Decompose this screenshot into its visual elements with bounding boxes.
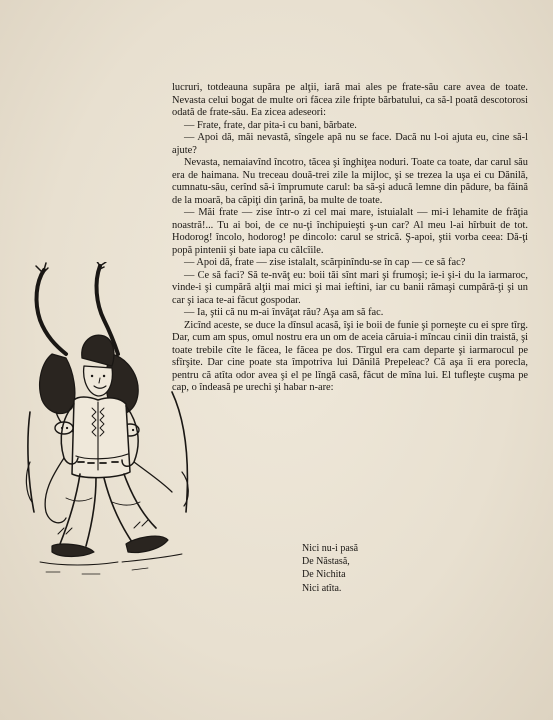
paragraph: — Apoi dă, măi nevastă, sîngele apă nu se face. Dacă nu l-oi ajuta eu, cine să-l ajute?: [172, 132, 528, 156]
left-foot: [52, 544, 94, 557]
rope: [45, 458, 66, 523]
paragraph: — Apoi dă, frate — zise istalalt, scărpinîndu-se în cap — ce să fac?: [184, 257, 466, 268]
paragraph: — Măi frate — zise într-o zi cel mai mare, istuialalt — mi-i lehamite de frăţia noastră!... Tu ai boi, de ce nu-ţi închipuieşti ş-un car? Al meu l-ai hîrbuit de tot. Hodorog! încolo, hodorog! pe dincolo: carul se strică. Ş-apoi, ştii vorba ceea: Dă-ţi popă pintenii şi bate iapa cu călcîile.: [172, 207, 528, 256]
verse-line: Nici atîta.: [302, 582, 342, 594]
peasant-cap: [82, 335, 114, 366]
ox-head-left: [40, 354, 75, 414]
verse-line: De Nichita: [302, 569, 346, 581]
paragraph: — Frate, frate, dar pita-i cu bani, bărbate.: [184, 119, 357, 131]
right-foot: [126, 536, 168, 552]
paragraph: Zicînd aceste, se duce la dînsul acasă, îşi ie boii de funie şi porneşte cu ei spre tîrg. Dar, cum am spus, omul nostru era un om de aceia căruia-i mîncau cinii din traistă, şi toate trebile cîte le făcea, le făcea pe dos. Tîrgul era cam departe şi iarmarocul pe sfîrşite. Dar cine poate sta împotriva lui Dănilă Prepeleac? Că aşa îi era porecla, pentru că atîta odor avea şi el pe lîngă casă, făcut de mîna lui. El tufleşte cuşma pe cap, o îndeasă pe urechi şi habar n-are:: [172, 319, 528, 393]
peasant-shirt: [72, 397, 130, 478]
peasant-face: [84, 366, 113, 396]
peasant-with-oxen-illustration: [22, 262, 192, 592]
verse: [302, 542, 358, 595]
paragraph: — Ce să faci? Să te-nvăţ eu: boii tăi sînt mari şi frumoşi; ie-i şi-i du la iarmaroc, vinde-i şi cumpără alţii mai mici şi mai ieftini, iar cu banii rămaşi cumpără-ţi şi un car şi iaca te-ai făcut gospodar.: [172, 269, 528, 306]
story-text: [172, 82, 528, 395]
verse-line: De Năstasă,: [302, 556, 350, 568]
paragraph: Nevasta, nemaiavînd încotro, tăcea şi înghiţea noduri. Toate ca toate, dar carul său era de haimana. Nu treceau două-trei zile la mijloc, şi se trezea la uşa ei cu Dănilă, cumnatu-său, cerînd să-i împrumute carul: ba să-şi aducă lemne din pădure, ba făină de la moară, ba căpiţi din ţarină, ba multe de toate.: [172, 157, 528, 206]
left-ox-horn: [37, 270, 66, 354]
paragraph: lucruri, totdeauna supăra pe alţii, iară mai ales pe frate-său care avea de toate. Nevasta celui bogat de multe ori făcea zile fripte bărbatului, ca să-l poată descotorosi odată de frate-său. Ea zicea adeseori:: [172, 82, 528, 118]
paragraph: — Ia, ştii că nu m-ai învăţat rău? Aşa am să fac.: [184, 307, 384, 318]
verse-line: Nici nu-i pasă: [302, 543, 359, 554]
